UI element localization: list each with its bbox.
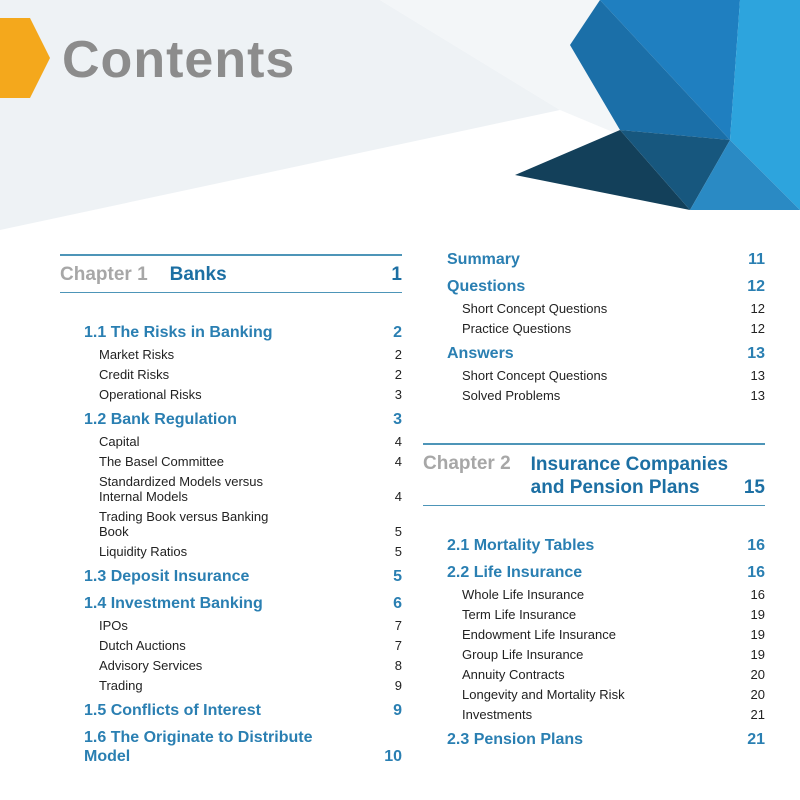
chapter2-heading (423, 445, 765, 505)
toc-entry-page: 4 (394, 489, 402, 504)
toc-section-entry[interactable] (423, 563, 765, 582)
toc-entry-page: 4 (394, 454, 402, 469)
toc-entry-title: Standardized Models versus Internal Models (99, 474, 264, 504)
toc-entry-title: Endowment Life Insurance (462, 627, 616, 642)
toc-entry-page: 16 (747, 537, 765, 554)
toc-subsection-entry[interactable] (60, 658, 402, 673)
toc-entry-title: 1.1 The Risks in Banking (84, 324, 273, 341)
toc-subsection-entry[interactable] (60, 454, 402, 469)
toc-section-entry[interactable] (423, 277, 765, 296)
toc-subsection-entry[interactable] (60, 618, 402, 633)
toc-entry-page: 13 (750, 388, 765, 403)
toc-section-entry[interactable] (60, 594, 402, 613)
toc-entry-page: 19 (750, 607, 765, 622)
toc-subsection-entry[interactable] (423, 607, 765, 622)
chapter1-bottom-rule (60, 292, 402, 293)
toc-entry-title: Group Life Insurance (462, 647, 584, 662)
toc-entry-title: Annuity Contracts (462, 667, 565, 682)
toc-entry-page: 7 (394, 618, 402, 633)
chapter1-title: Banks (169, 264, 227, 285)
toc-entry-title: 1.4 Investment Banking (84, 595, 263, 612)
toc-entry-page: 5 (393, 568, 402, 585)
chapter1-label: Chapter 1 (60, 264, 148, 285)
toc-entry-page: 12 (750, 321, 765, 336)
chapter2-entries (423, 536, 765, 749)
toc-entry-page: 6 (393, 595, 402, 612)
toc-subsection-entry[interactable] (60, 678, 402, 693)
toc-entry-title: Market Risks (99, 347, 175, 362)
toc-entry-page: 9 (393, 702, 402, 719)
toc-entry-title: 1.5 Conflicts of Interest (84, 702, 261, 719)
toc-subsection-entry[interactable] (423, 707, 765, 722)
toc-subsection-entry[interactable] (60, 544, 402, 559)
chapter1-heading (60, 256, 402, 292)
chapter2-bottom-rule (423, 505, 765, 506)
toc-entry-title: Trading (99, 678, 143, 693)
toc-entry-page: 8 (394, 658, 402, 673)
toc-entry-title: Investments (462, 707, 533, 722)
toc-entry-page: 20 (750, 687, 765, 702)
toc-entry-page: 2 (394, 347, 402, 362)
toc-entry-page: 9 (394, 678, 402, 693)
toc-subsection-entry[interactable] (60, 509, 402, 539)
left-column (60, 254, 402, 769)
toc-entry-title: Longevity and Mortality Risk (462, 687, 625, 702)
toc-subsection-entry[interactable] (423, 667, 765, 682)
toc-entry-title: Answers (447, 345, 514, 362)
toc-section-entry[interactable] (60, 410, 402, 429)
toc-entry-title: Capital (99, 434, 140, 449)
toc-entry-page: 13 (750, 368, 765, 383)
chapter1-page: 1 (391, 264, 402, 285)
toc-entry-title: Liquidity Ratios (99, 544, 188, 559)
toc-entry-title: 2.3 Pension Plans (447, 731, 584, 748)
toc-entry-title: The Basel Committee (99, 454, 224, 469)
toc-section-entry[interactable] (60, 567, 402, 586)
toc-entry-page: 3 (394, 387, 402, 402)
toc-entry-page: 16 (750, 587, 765, 602)
toc-section-entry[interactable] (423, 730, 765, 749)
toc-entry-page: 2 (394, 367, 402, 382)
toc-entry-page: 10 (384, 748, 402, 765)
toc-section-entry[interactable] (60, 728, 402, 766)
toc-entry-title: Solved Problems (462, 388, 561, 403)
toc-entry-title: IPOs (99, 618, 128, 633)
toc-section-entry[interactable] (60, 701, 402, 720)
toc-subsection-entry[interactable] (60, 474, 402, 504)
toc-entry-page: 12 (750, 301, 765, 316)
toc-entry-page: 21 (750, 707, 765, 722)
toc-entry-page: 3 (393, 411, 402, 428)
toc-entry-page: 5 (394, 544, 402, 559)
toc-section-entry[interactable] (423, 250, 765, 269)
toc-entry-title: Term Life Insurance (462, 607, 577, 622)
toc-subsection-entry[interactable] (423, 587, 765, 602)
toc-entry-title: Short Concept Questions (462, 301, 608, 316)
toc-entry-title: Short Concept Questions (462, 368, 608, 383)
toc-entry-title: Practice Questions (462, 321, 572, 336)
toc-entry-page: 12 (747, 278, 765, 295)
toc-entry-page: 20 (750, 667, 765, 682)
toc-section-entry[interactable] (60, 323, 402, 342)
toc-entry-title: Summary (447, 251, 520, 268)
toc-subsection-entry[interactable] (60, 434, 402, 449)
toc-entry-title: 1.6 The Originate to Distribute Model (84, 729, 313, 765)
toc-section-entry[interactable] (423, 344, 765, 363)
chapter2-title: Insurance Companies and Pension Plans (530, 454, 729, 498)
toc-entry-page: 19 (750, 647, 765, 662)
toc-entry-title: 1.2 Bank Regulation (84, 411, 237, 428)
toc-entry-page: 13 (747, 345, 765, 362)
toc-entry-page: 16 (747, 564, 765, 581)
toc-entry-title: Trading Book versus Banking Book (99, 509, 269, 539)
toc-entry-title: Whole Life Insurance (462, 587, 585, 602)
toc-entry-title: Questions (447, 278, 526, 295)
toc-subsection-entry[interactable] (60, 347, 402, 362)
toc-subsection-entry[interactable] (423, 687, 765, 702)
toc-entry-page: 7 (394, 638, 402, 653)
toc-subsection-entry[interactable] (60, 387, 402, 402)
toc-subsection-entry[interactable] (423, 388, 765, 403)
right-column (423, 250, 765, 752)
chapter2-label: Chapter 2 (423, 453, 511, 474)
toc-subsection-entry[interactable] (423, 301, 765, 316)
toc-entry-page: 19 (750, 627, 765, 642)
chapter2-page: 15 (743, 477, 765, 498)
toc-entry-title: 2.1 Mortality Tables (447, 537, 595, 554)
toc-entry-title: Operational Risks (99, 387, 202, 402)
toc-entry-page: 2 (393, 324, 402, 341)
toc-entry-title: Credit Risks (99, 367, 170, 382)
toc-subsection-entry[interactable] (60, 638, 402, 653)
toc-subsection-entry[interactable] (423, 627, 765, 642)
chapter1-entries (60, 323, 402, 766)
page-title: Contents (62, 31, 296, 89)
toc-entry-title: 2.2 Life Insurance (447, 564, 583, 581)
toc-subsection-entry[interactable] (423, 368, 765, 383)
toc-entry-title: 1.3 Deposit Insurance (84, 568, 250, 585)
toc-subsection-entry[interactable] (60, 367, 402, 382)
toc-entry-page: 4 (394, 434, 402, 449)
toc-entry-page: 21 (747, 731, 765, 748)
toc-subsection-entry[interactable] (423, 647, 765, 662)
toc-subsection-entry[interactable] (423, 321, 765, 336)
toc-entry-title: Dutch Auctions (99, 638, 186, 653)
toc-section-entry[interactable] (423, 536, 765, 555)
chapter1-end-entries (423, 250, 765, 403)
toc-entry-title: Advisory Services (99, 658, 203, 673)
toc-entry-page: 5 (394, 524, 402, 539)
toc-entry-page: 11 (748, 251, 765, 268)
